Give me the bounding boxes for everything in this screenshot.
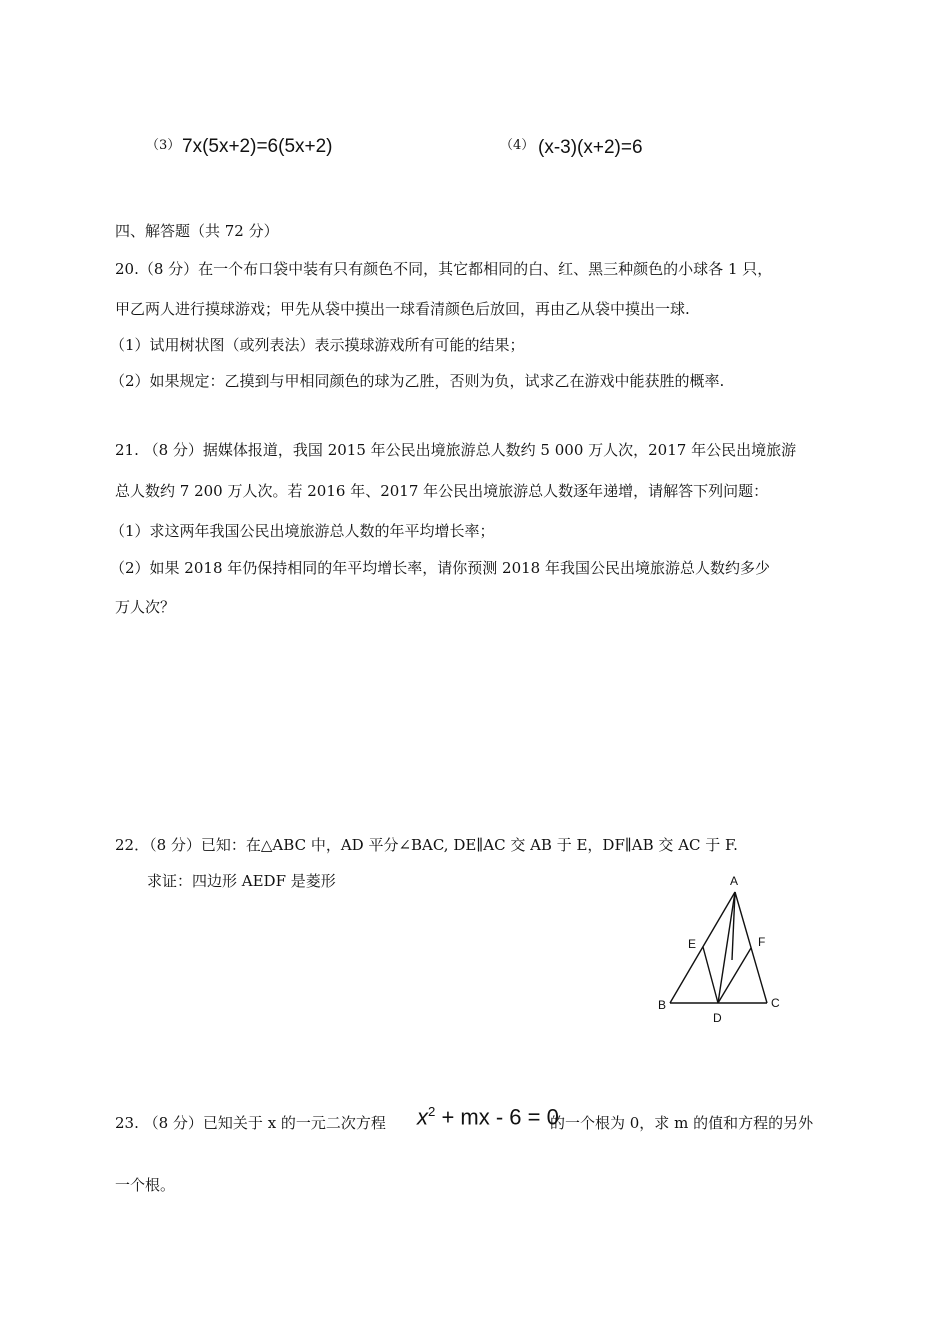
- q20-subquestion-2: （2）如果规定：乙摸到与甲相同颜色的球为乙胜，否则为负，试求乙在游戏中能获胜的概率.: [110, 372, 725, 390]
- label-e: E: [688, 937, 697, 951]
- q23-equation-rest: + mx - 6 = 0: [435, 1104, 559, 1130]
- label-d: D: [713, 1011, 722, 1025]
- q23-line-1-end: 的一个根为 0，求 m 的值和方程的另外: [550, 1114, 814, 1132]
- q23-equation: [417, 1104, 559, 1130]
- q22-line-2: 求证：四边形 AEDF 是菱形: [147, 872, 336, 890]
- q20-subquestion-1: （1）试用树状图（或列表法）表示摸球游戏所有可能的结果；: [110, 336, 525, 354]
- problem-3-label: （3）: [146, 138, 181, 153]
- q21-subquestion-2-continued: 万人次？: [115, 598, 176, 616]
- label-c: C: [771, 996, 780, 1010]
- problem-4-label: （4）: [500, 138, 535, 153]
- q21-subquestion-1: （1）求这两年我国公民出境旅游总人数的年平均增长率；: [110, 522, 495, 540]
- q22-line-1: 22．（8 分）已知：在△ABC 中，AD 平分∠BAC, DE∥AC 交 AB 于 E，DF∥AB 交 AC 于 F.: [115, 836, 738, 854]
- problem-3-equation-text: 7x(5x+2)=6(5x+2): [182, 136, 333, 157]
- q23-equation-exponent: 2: [428, 1104, 436, 1119]
- q23-line-1-start: 23. （8 分）已知关于 x 的一元二次方程: [115, 1114, 386, 1132]
- q21-subquestion-2: （2）如果 2018 年仍保持相同的年平均增长率，请你预测 2018 年我国公民出境旅游总人数约多少: [110, 559, 770, 577]
- q23-equation-x: x: [417, 1104, 428, 1130]
- label-f: F: [758, 935, 766, 949]
- q21-line-1: 21. （8 分）据媒体报道，我国 2015 年公民出境旅游总人数约 5 000 万人次，2017 年公民出境旅游: [115, 441, 797, 459]
- q20-line-1: 20.（8 分）在一个布口袋中装有只有颜色不同，其它都相同的白、红、黑三种颜色的小球各 1 只，: [115, 260, 773, 278]
- label-b: B: [658, 998, 667, 1012]
- problem-4-equation-text: (x-3)(x+2)=6: [538, 137, 643, 158]
- segment-de: [703, 947, 718, 1003]
- section-4-title: 四、解答题（共 72 分）: [115, 222, 279, 240]
- q20-line-2: 甲乙两人进行摸球游戏；甲先从袋中摸出一球看清颜色后放回，再由乙从袋中摸出一球.: [115, 300, 690, 318]
- segment-df: [718, 948, 751, 1003]
- problem-4-equation: [538, 137, 643, 159]
- q23-line-2: 一个根。: [115, 1176, 176, 1194]
- problem-3-equation: [182, 136, 333, 158]
- q21-line-2: 总人数约 7 200 万人次。若 2016 年、2017 年公民出境旅游总人数逐年递增，请解答下列问题：: [115, 482, 769, 500]
- triangle-figure: [650, 870, 790, 1030]
- label-a: A: [730, 874, 739, 888]
